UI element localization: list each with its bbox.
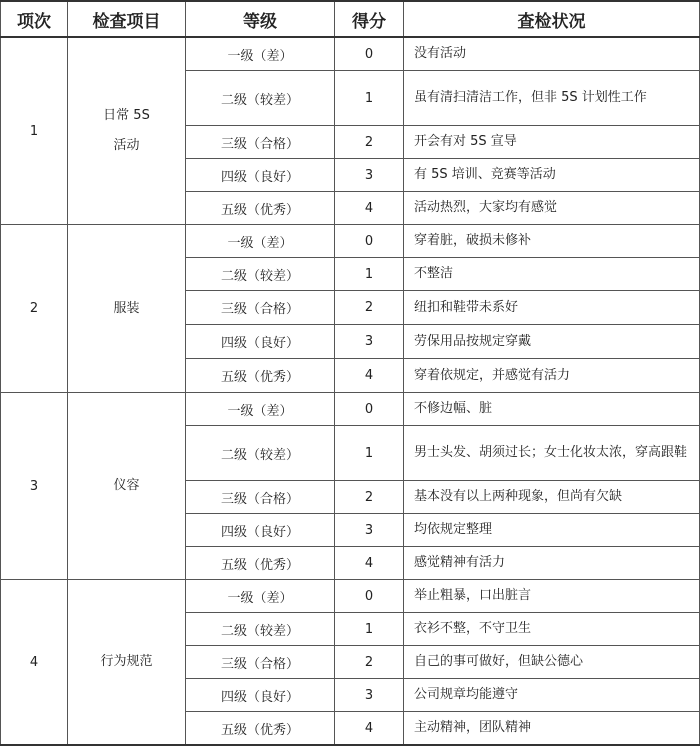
level-cell: 三级（合格） bbox=[186, 481, 335, 514]
score-cell: 0 bbox=[335, 37, 404, 71]
level-cell: 三级（合格） bbox=[186, 126, 335, 159]
level-cell: 二级（较差） bbox=[186, 613, 335, 646]
header-num: 项次 bbox=[1, 1, 68, 37]
header-score: 得分 bbox=[335, 1, 404, 37]
status-cell: 不修边幅、脏 bbox=[404, 393, 700, 426]
status-cell: 劳保用品按规定穿戴 bbox=[404, 325, 700, 359]
level-cell: 四级（良好） bbox=[186, 679, 335, 712]
status-cell: 不整洁 bbox=[404, 258, 700, 291]
score-cell: 2 bbox=[335, 646, 404, 679]
status-cell: 均依规定整理 bbox=[404, 514, 700, 547]
status-cell: 穿着依规定，并感觉有活力 bbox=[404, 359, 700, 393]
score-cell: 2 bbox=[335, 126, 404, 159]
level-cell: 一级（差） bbox=[186, 580, 335, 613]
score-cell: 2 bbox=[335, 291, 404, 325]
score-cell: 0 bbox=[335, 225, 404, 258]
level-cell: 二级（较差） bbox=[186, 258, 335, 291]
group-item-line: 行为规范 bbox=[100, 654, 153, 669]
group-item-line: 日常 5S bbox=[103, 108, 150, 123]
level-cell: 四级（良好） bbox=[186, 159, 335, 192]
status-cell: 感觉精神有活力 bbox=[404, 547, 700, 580]
group-number: 4 bbox=[1, 580, 68, 746]
status-cell: 公司规章均能遵守 bbox=[404, 679, 700, 712]
status-cell: 虽有清扫清洁工作，但非 5S 计划性工作 bbox=[404, 71, 700, 126]
level-cell: 一级（差） bbox=[186, 37, 335, 71]
status-cell: 主动精神，团队精神 bbox=[404, 712, 700, 746]
level-cell: 四级（良好） bbox=[186, 325, 335, 359]
score-cell: 0 bbox=[335, 393, 404, 426]
group-item-line: 仪容 bbox=[113, 478, 140, 493]
header-item: 检查项目 bbox=[68, 1, 186, 37]
score-cell: 1 bbox=[335, 426, 404, 481]
level-cell: 三级（合格） bbox=[186, 291, 335, 325]
level-cell: 五级（优秀） bbox=[186, 712, 335, 746]
level-cell: 一级（差） bbox=[186, 393, 335, 426]
status-cell: 穿着脏，破损未修补 bbox=[404, 225, 700, 258]
score-cell: 1 bbox=[335, 613, 404, 646]
status-cell: 开会有对 5S 宣导 bbox=[404, 126, 700, 159]
status-cell: 活动热烈，大家均有感觉 bbox=[404, 192, 700, 225]
status-cell: 基本没有以上两种现象，但尚有欠缺 bbox=[404, 481, 700, 514]
header-row bbox=[1, 1, 700, 37]
score-cell: 4 bbox=[335, 359, 404, 393]
header-status: 查检状况 bbox=[404, 1, 700, 37]
table-row bbox=[1, 225, 700, 258]
status-cell: 举止粗暴，口出脏言 bbox=[404, 580, 700, 613]
score-cell: 3 bbox=[335, 325, 404, 359]
score-cell: 3 bbox=[335, 159, 404, 192]
level-cell: 二级（较差） bbox=[186, 426, 335, 481]
score-cell: 4 bbox=[335, 192, 404, 225]
level-cell: 五级（优秀） bbox=[186, 359, 335, 393]
score-cell: 4 bbox=[335, 712, 404, 746]
group-number: 1 bbox=[1, 37, 68, 225]
group-item-line: 服装 bbox=[113, 300, 140, 316]
score-cell: 3 bbox=[335, 514, 404, 547]
score-cell: 4 bbox=[335, 547, 404, 580]
table-row bbox=[1, 393, 700, 426]
group-item-line: 活动 bbox=[113, 138, 140, 153]
score-cell: 3 bbox=[335, 679, 404, 712]
group-number: 3 bbox=[1, 393, 68, 580]
score-cell: 0 bbox=[335, 580, 404, 613]
status-cell: 衣衫不整，不守卫生 bbox=[404, 613, 700, 646]
level-cell: 四级（良好） bbox=[186, 514, 335, 547]
group-item bbox=[68, 37, 186, 225]
group-item bbox=[68, 580, 186, 746]
level-cell: 五级（优秀） bbox=[186, 192, 335, 225]
score-cell: 2 bbox=[335, 481, 404, 514]
level-cell: 三级（合格） bbox=[186, 646, 335, 679]
status-cell: 纽扣和鞋带未系好 bbox=[404, 291, 700, 325]
table-row bbox=[1, 37, 700, 71]
group-item bbox=[68, 225, 186, 393]
level-cell: 五级（优秀） bbox=[186, 547, 335, 580]
level-cell: 二级（较差） bbox=[186, 71, 335, 126]
score-cell: 1 bbox=[335, 71, 404, 126]
level-cell: 一级（差） bbox=[186, 225, 335, 258]
status-cell: 有 5S 培训、竞赛等活动 bbox=[404, 159, 700, 192]
score-cell: 1 bbox=[335, 258, 404, 291]
status-cell: 没有活动 bbox=[404, 37, 700, 71]
status-cell: 自己的事可做好，但缺公德心 bbox=[404, 646, 700, 679]
group-number: 2 bbox=[1, 225, 68, 393]
header-level: 等级 bbox=[186, 1, 335, 37]
table-row bbox=[1, 580, 700, 613]
status-cell: 男士头发、胡须过长；女士化妆太浓，穿高跟鞋 bbox=[404, 426, 700, 481]
group-item bbox=[68, 393, 186, 580]
